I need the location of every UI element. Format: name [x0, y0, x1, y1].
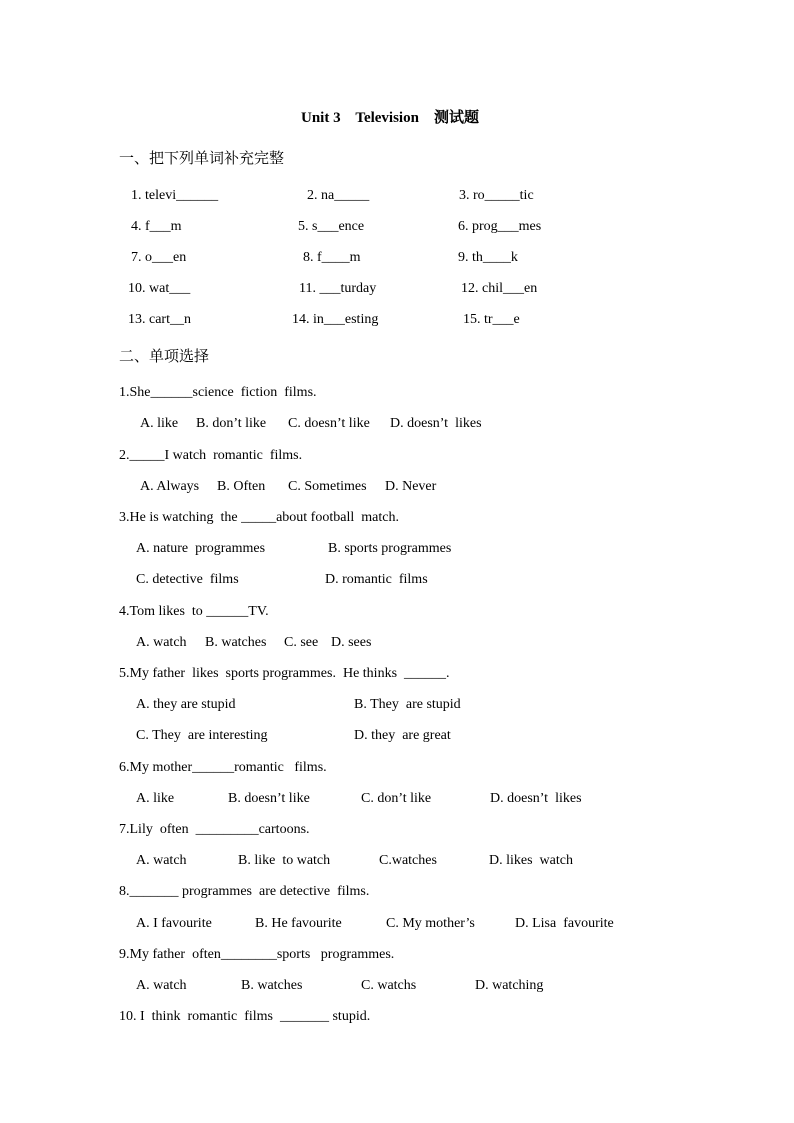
word-blank-10: 10. wat___ [128, 281, 191, 296]
section1-heading: 一、把下列单词补充完整 [119, 149, 285, 167]
option-5d: D. they are great [354, 728, 451, 743]
option-6c: C. don’t like [361, 791, 432, 806]
option-6b: B. doesn’t like [228, 791, 310, 806]
option-1a: A. like [140, 416, 179, 431]
section2-heading: 二、单项选择 [119, 347, 210, 365]
word-blank-15: 15. tr___e [463, 312, 520, 327]
option-3a: A. nature programmes [136, 541, 266, 556]
option-4a: A. watch [136, 635, 187, 650]
question-2: 2._____I watch romantic films. [119, 448, 303, 463]
option-2b: B. Often [217, 479, 266, 494]
question-7: 7.Lily often _________cartoons. [119, 822, 310, 837]
option-8b: B. He favourite [255, 916, 342, 931]
option-9a: A. watch [136, 978, 187, 993]
option-1b: B. don’t like [196, 416, 267, 431]
option-8a: A. I favourite [136, 916, 212, 931]
option-3d: D. romantic films [325, 572, 428, 587]
question-3: 3.He is watching the _____about football match. [119, 510, 399, 525]
page-title: Unit 3 Television 测试题 [301, 110, 479, 126]
word-blank-12: 12. chil___en [461, 281, 538, 296]
option-5c: C. They are interesting [136, 728, 268, 743]
option-6d: D. doesn’t likes [490, 791, 582, 806]
option-3c: C. detective films [136, 572, 239, 587]
option-2c: C. Sometimes [288, 479, 367, 494]
word-blank-14: 14. in___esting [292, 312, 379, 327]
word-blank-8: 8. f____m [303, 250, 361, 265]
option-5b: B. They are stupid [354, 697, 461, 712]
option-6a: A. like [136, 791, 175, 806]
question-9: 9.My father often________sports programmes. [119, 947, 395, 962]
question-10: 10. I think romantic films _______ stupid. [119, 1009, 371, 1024]
question-1: 1.She______science fiction films. [119, 385, 317, 400]
word-blank-9: 9. th____k [458, 250, 518, 265]
word-blank-1: 1. televi______ [131, 188, 219, 203]
option-7a: A. watch [136, 853, 187, 868]
word-blank-3: 3. ro_____tic [459, 188, 534, 203]
option-3b: B. sports programmes [328, 541, 452, 556]
option-2a: A. Always [140, 479, 200, 494]
option-7b: B. like to watch [238, 853, 331, 868]
option-5a: A. they are stupid [136, 697, 236, 712]
option-4b: B. watches [205, 635, 267, 650]
option-9b: B. watches [241, 978, 303, 993]
option-1c: C. doesn’t like [288, 416, 370, 431]
question-6: 6.My mother______romantic films. [119, 760, 327, 775]
option-9d: D. watching [475, 978, 544, 993]
option-7d: D. likes watch [489, 853, 573, 868]
option-4c: C. see [284, 635, 319, 650]
option-4d: D. sees [331, 635, 372, 650]
option-1d: D. doesn’t likes [390, 416, 482, 431]
word-blank-5: 5. s___ence [298, 219, 365, 234]
option-8c: C. My mother’s [386, 916, 475, 931]
word-blank-4: 4. f___m [131, 219, 182, 234]
question-8: 8._______ programmes are detective films. [119, 884, 370, 899]
word-blank-11: 11. ___turday [299, 281, 377, 296]
option-2d: D. Never [385, 479, 437, 494]
word-blank-7: 7. o___en [131, 250, 187, 265]
word-blank-13: 13. cart__n [128, 312, 191, 327]
question-5: 5.My father likes sports programmes. He thinks ______. [119, 666, 450, 681]
option-9c: C. watchs [361, 978, 417, 993]
option-8d: D. Lisa favourite [515, 916, 614, 931]
option-7c: C.watches [379, 853, 437, 868]
word-blank-6: 6. prog___mes [458, 219, 542, 234]
question-4: 4.Tom likes to ______TV. [119, 604, 269, 619]
word-blank-2: 2. na_____ [307, 188, 370, 203]
